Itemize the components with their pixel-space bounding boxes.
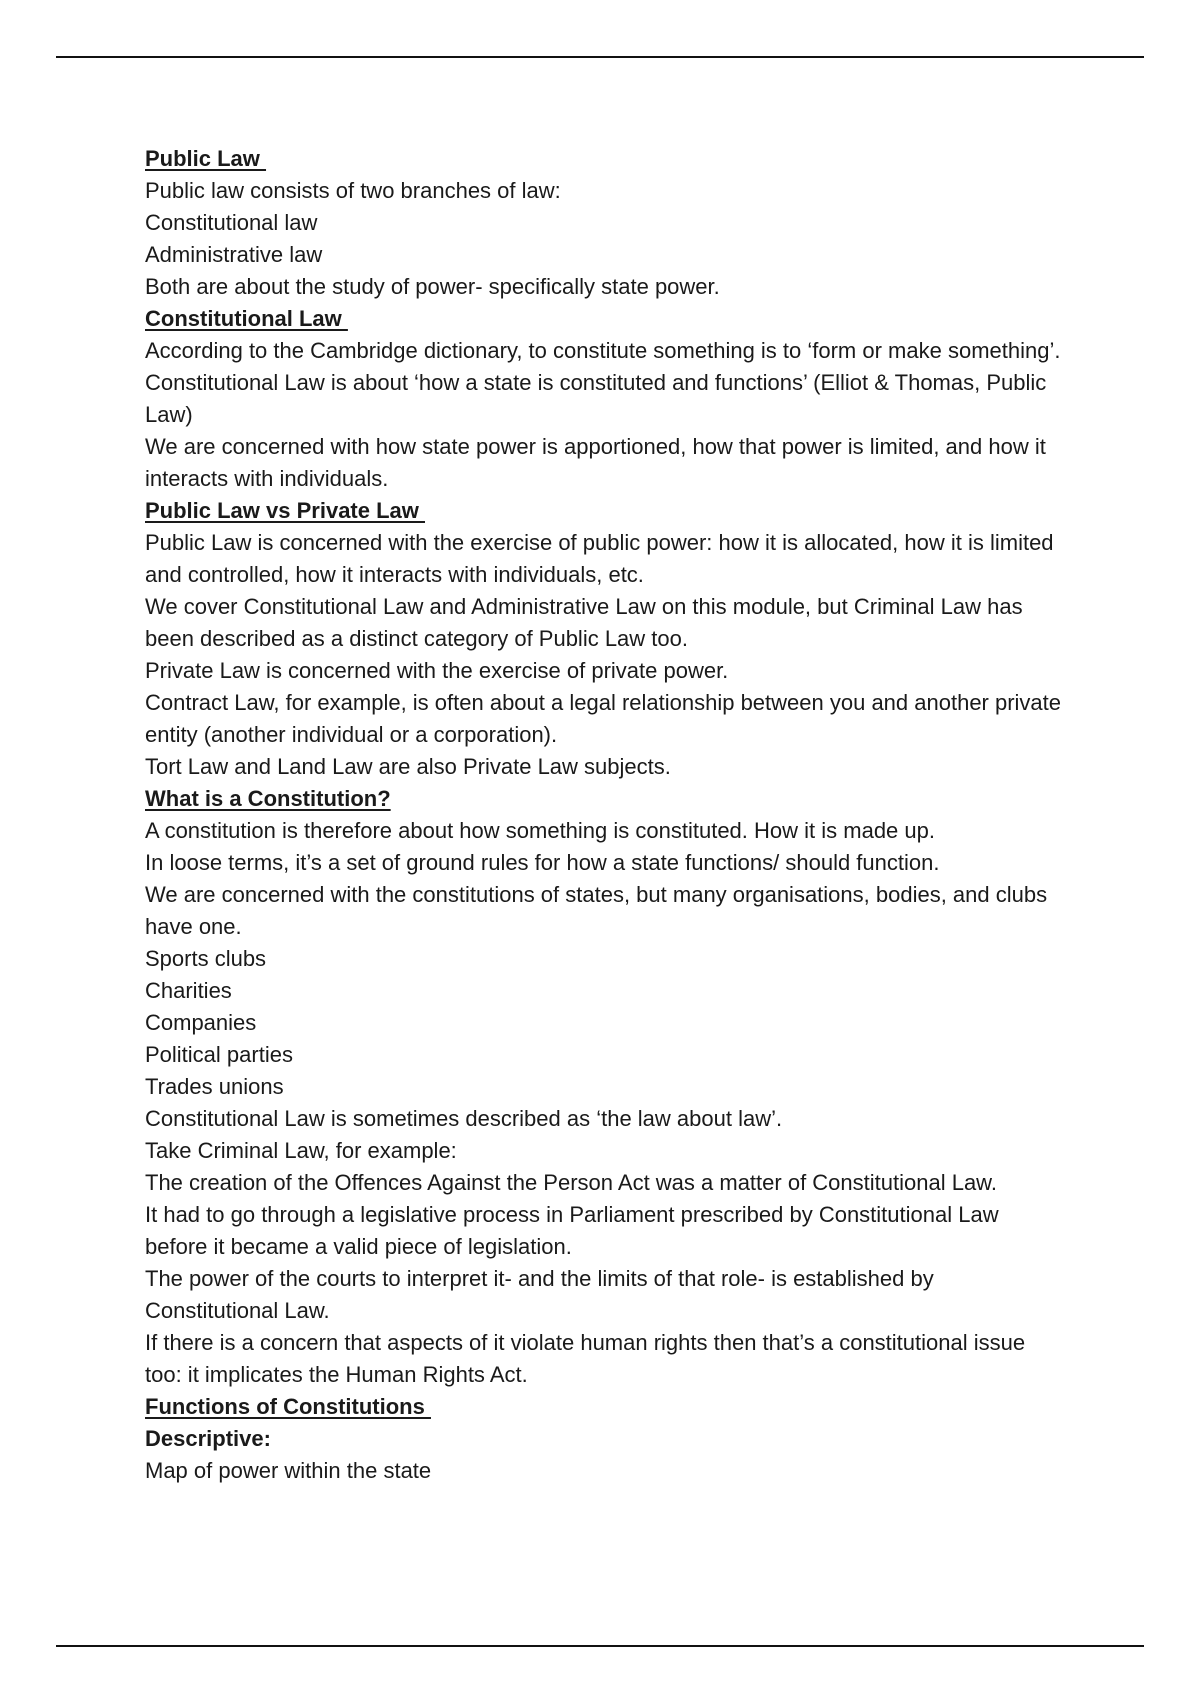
list-item: Sports clubs <box>145 946 267 971</box>
text-line: Public Law is concerned with the exercise of public power: how it is allocated, how it is limited and controlled, how it interacts with individuals, etc. <box>145 530 1054 587</box>
text-line: Contract Law, for example, is often about a legal relationship between you and another private entity (another individual or a corporation). <box>145 690 1062 747</box>
text-line: Both are about the study of power- specifically state power. <box>145 274 720 299</box>
header-rule <box>56 56 1144 58</box>
text-line: We are concerned with how state power is apportioned, how that power is limited, and how it interacts with individuals. <box>145 434 1046 491</box>
text-line: Private Law is concerned with the exercise of private power. <box>145 658 729 683</box>
heading-public-vs-private-law: Public Law vs Private Law <box>145 498 425 523</box>
text-line: It had to go through a legislative process in Parliament prescribed by Constitutional Law before it became a valid piece of legislation. <box>145 1202 999 1259</box>
text-line: Constitutional law <box>145 210 318 235</box>
text-line: Constitutional Law is about ‘how a state is constituted and functions’ (Elliot & Thomas, Public Law) <box>145 370 1047 427</box>
subheading-descriptive: Descriptive: <box>145 1426 271 1451</box>
list-item: Charities <box>145 978 232 1003</box>
list-item: Companies <box>145 1010 257 1035</box>
text-line: Administrative law <box>145 242 323 267</box>
text-line: If there is a concern that aspects of it violate human rights then that’s a constitutional issue too: it implicates the Human Rights Act. <box>145 1330 1026 1387</box>
text-line: We are concerned with the constitutions of states, but many organisations, bodies, and clubs have one. <box>145 882 1048 939</box>
text-line: According to the Cambridge dictionary, to constitute something is to ‘form or make something’. <box>145 338 1061 363</box>
text-line: The creation of the Offences Against the Person Act was a matter of Constitutional Law. <box>145 1170 997 1195</box>
list-item: Political parties <box>145 1042 293 1067</box>
text-line: The power of the courts to interpret it- and the limits of that role- is established by Constitutional Law. <box>145 1266 934 1323</box>
text-line: We cover Constitutional Law and Administrative Law on this module, but Criminal Law has been described as a distinct category of Public Law too. <box>145 594 1023 651</box>
document-body <box>145 143 1065 1487</box>
list-item: Trades unions <box>145 1074 284 1099</box>
text-line: Map of power within the state <box>145 1458 432 1483</box>
text-line: In loose terms, it’s a set of ground rules for how a state functions/ should function. <box>145 850 940 875</box>
heading-functions-of-constitutions: Functions of Constitutions <box>145 1394 431 1419</box>
text-line: Public law consists of two branches of law: <box>145 178 561 203</box>
heading-constitutional-law: Constitutional Law <box>145 306 348 331</box>
text-line: Take Criminal Law, for example: <box>145 1138 457 1163</box>
text-line: Constitutional Law is sometimes described as ‘the law about law’. <box>145 1106 783 1131</box>
text-line: Tort Law and Land Law are also Private Law subjects. <box>145 754 671 779</box>
footer-rule <box>56 1645 1144 1647</box>
heading-public-law: Public Law <box>145 146 267 171</box>
text-line: A constitution is therefore about how something is constituted. How it is made up. <box>145 818 935 843</box>
heading-what-is-a-constitution: What is a Constitution? <box>145 786 391 811</box>
